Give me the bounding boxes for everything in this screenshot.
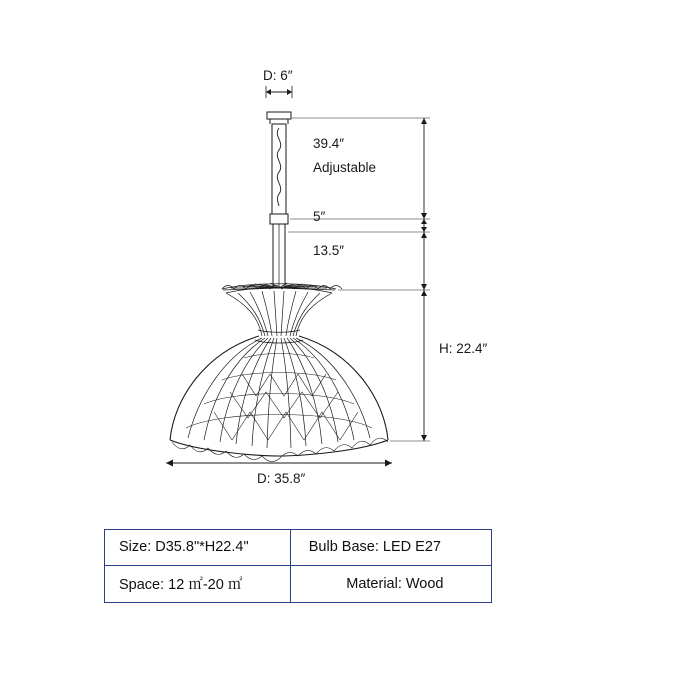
spec-space: Space: 12 ㎡-20 ㎡ [105,566,291,603]
top-diameter-arrow [266,86,292,98]
adjustable-length-label: 39.4″ [313,136,345,151]
top-diameter-label: D: 6″ [263,68,293,83]
rod-segment-label: 5″ [313,209,326,224]
neck-section [226,291,332,343]
table-row [105,566,492,603]
spec-size: Size: D35.8"*H22.4" [105,530,291,566]
lower-rod [273,224,285,288]
bottom-diameter-arrow [166,460,392,467]
bottom-diameter-label: D: 35.8″ [257,471,306,486]
dome-shade [170,336,388,456]
crown-fan [222,283,342,293]
ceiling-canopy [267,112,291,124]
total-height-label: H: 22.4″ [439,341,488,356]
adjustable-rod [272,124,286,214]
adjustable-word-label: Adjustable [313,160,377,175]
spec-bulb-base: Bulb Base: LED E27 [290,530,491,566]
mid-connector [270,214,288,224]
spec-material: Material: Wood [290,566,491,603]
lower-segment-label: 13.5″ [313,243,345,258]
spec-table [104,529,492,603]
table-row [105,530,492,566]
